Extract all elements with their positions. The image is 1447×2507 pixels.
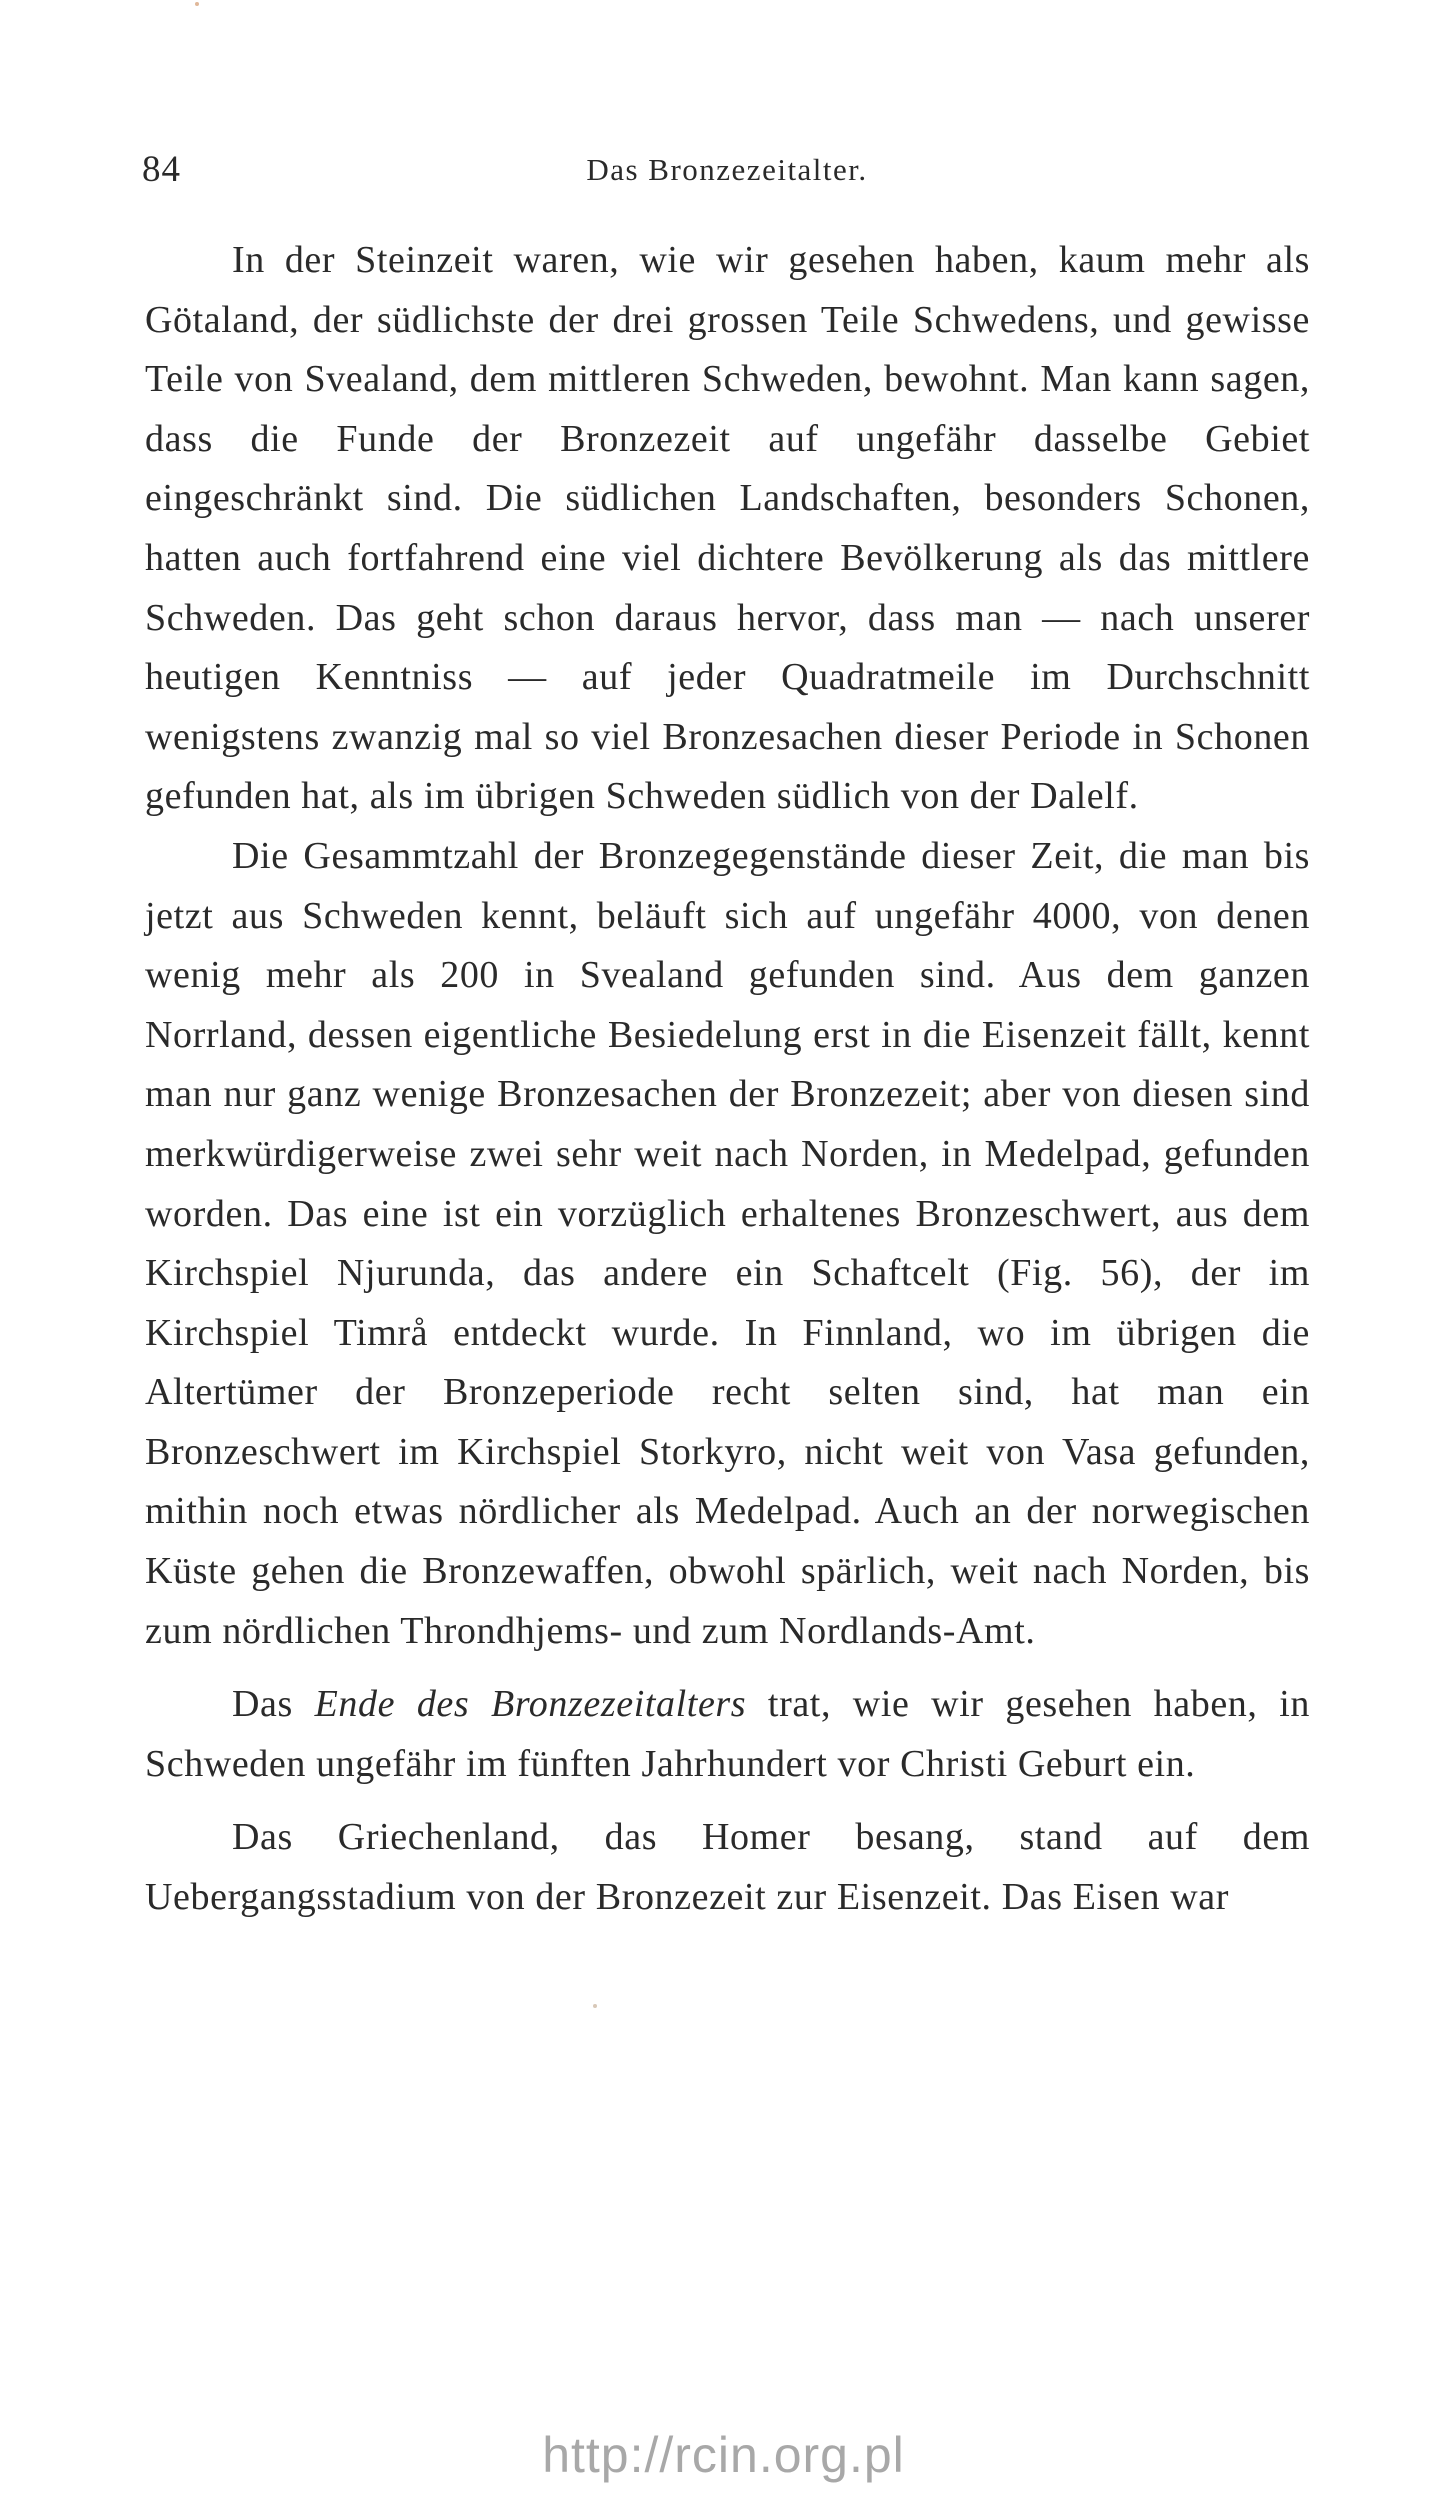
paper-speck [593, 2004, 597, 2008]
running-title: Das Bronzezeitalter. [586, 152, 868, 187]
paragraph-3-rest: trat, wie wir gesehen haben, in Schweden ungefähr im fünften Jahrhundert vor Christi Geburt ein. [145, 1683, 1310, 1785]
page-number: 84 [142, 149, 181, 190]
paragraph-1: In der Steinzeit waren, wie wir gesehen haben, kaum mehr als Götaland, der südlichste der drei grossen Teile Schwedens, und gewisse Teile von Svealand, dem mittleren Schweden, bewohnt. Man kann sagen, dass die Funde der Bronzezeit auf ungefähr dasselbe Gebiet eingeschränkt sind. Die südlichen Landschaften, besonders Schonen, hatten auch fortfahrend eine viel dichtere Bevölkerung als das mittlere Schweden. Das geht schon daraus hervor, dass man — nach unserer heutigen Kenntniss — auf jeder Quadratmeile im Durchschnitt wenigstens zwanzig mal so viel Bronzesachen dieser Periode in Schonen gefunden hat, als im übrigen Schweden südlich von der Dalelf. [145, 239, 1310, 818]
footer-watermark-url: http://rcin.org.pl [542, 2427, 905, 2483]
paragraph-3-lead: Das [232, 1683, 315, 1726]
paper-speck [195, 2, 199, 6]
page-header [142, 148, 1312, 198]
body-text [145, 231, 1310, 1928]
paragraph-2: Die Gesammtzahl der Bronzegegenstände dieser Zeit, die man bis jetzt aus Schweden kennt, beläuft sich auf ungefähr 4000, von denen wenig mehr als 200 in Svealand gefunden sind. Aus dem ganzen Norrland, dessen eigentliche Besiedelung erst in die Eisenzeit fällt, kennt man nur ganz wenige Bronzesachen der Bronzezeit; aber von diesen sind merkwürdigerweise zwei sehr weit nach Norden, in Medelpad, gefunden worden. Das eine ist ein vorzüglich erhaltenes Bronzeschwert, aus dem Kirchspiel Njurunda, das andere ein Schaftcelt (Fig. 56), der im Kirchspiel Timrå entdeckt wurde. In Finnland, wo im übrigen die Altertümer der Bronzeperiode recht selten sind, hat man ein Bronzeschwert im Kirchspiel Storkyro, nicht weit von Vasa gefunden, mithin noch etwas nördlicher als Medelpad. Auch an der norwegischen Küste gehen die Bronzewaffen, obwohl spärlich, weit nach Norden, bis zum nördlichen Throndhjems- und zum Nordlands-Amt. [145, 834, 1310, 1652]
paragraph-3-italic-term: Ende des Bronzezeitalters [314, 1683, 747, 1726]
paragraph-3 [145, 1675, 1310, 1794]
paragraph-4: Das Griechenland, das Homer besang, stand auf dem Uebergangsstadium von der Bronzezeit zur Eisenzeit. Das Eisen war [145, 1816, 1310, 1919]
